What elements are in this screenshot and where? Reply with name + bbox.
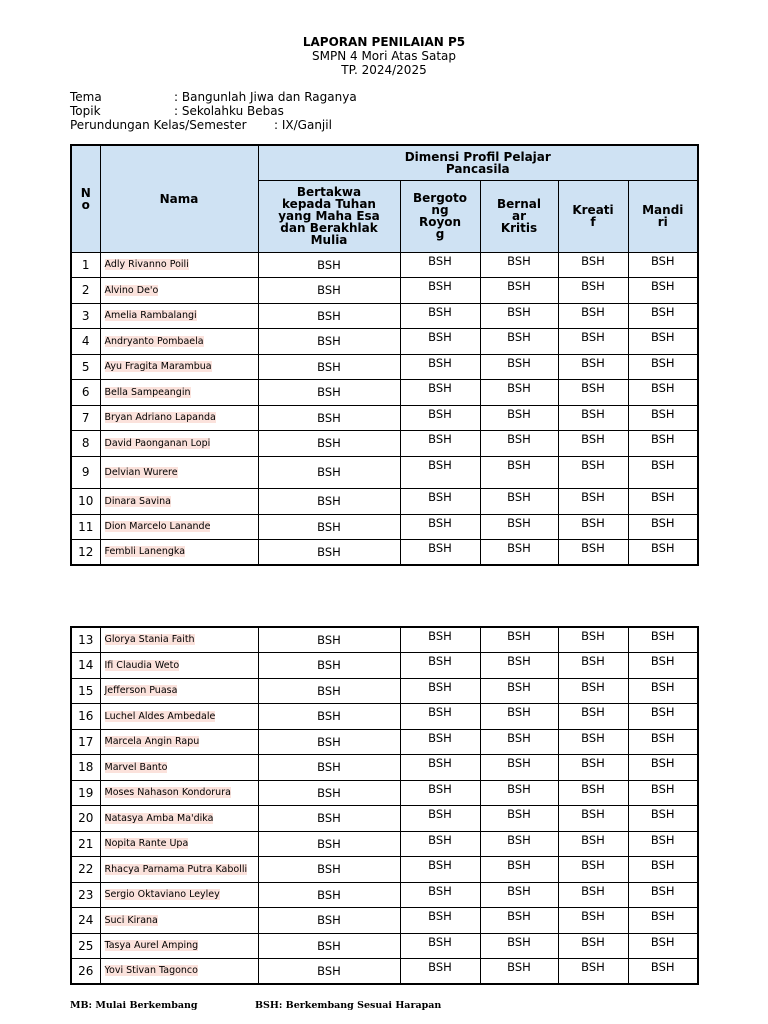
score-cell: BSH xyxy=(558,780,628,805)
score-cell: BSH xyxy=(628,856,698,882)
score-cell: BSH xyxy=(628,405,698,430)
score-cell: BSH xyxy=(480,379,558,405)
score-cell: BSH xyxy=(400,488,480,514)
meta-topik-label: Topik xyxy=(70,104,101,118)
student-name: Bella Sampeangin xyxy=(104,386,191,398)
score-cell: BSH xyxy=(628,379,698,405)
row-number: 25 xyxy=(71,933,100,958)
table-row xyxy=(71,780,698,805)
row-number: 13 xyxy=(71,627,100,652)
score-cell: BSH xyxy=(558,303,628,328)
table-row xyxy=(71,754,698,780)
score-cell: BSH xyxy=(400,933,480,958)
student-name: Sergio Oktaviano Leyley xyxy=(104,889,220,900)
score-cell: BSH xyxy=(558,328,628,354)
score-cell: BSH xyxy=(480,430,558,456)
score-cell: BSH xyxy=(258,831,400,856)
score-cell: BSH xyxy=(558,754,628,780)
score-cell: BSH xyxy=(258,958,400,984)
score-cell: BSH xyxy=(400,856,480,882)
student-name: Bryan Adriano Lapanda xyxy=(104,412,216,423)
student-name-cell xyxy=(100,430,258,456)
score-cell: BSH xyxy=(628,958,698,984)
score-cell: BSH xyxy=(480,678,558,703)
score-cell: BSH xyxy=(558,933,628,958)
score-cell: BSH xyxy=(258,627,400,652)
row-number: 9 xyxy=(71,456,100,488)
score-cell: BSH xyxy=(400,754,480,780)
legend-mb: MB: Mulai Berkembang xyxy=(70,1000,198,1011)
score-cell: BSH xyxy=(258,514,400,539)
score-cell: BSH xyxy=(400,456,480,488)
student-name-cell xyxy=(100,729,258,754)
student-name-cell xyxy=(100,379,258,405)
student-name-cell xyxy=(100,754,258,780)
score-cell: BSH xyxy=(628,488,698,514)
score-cell: BSH xyxy=(258,456,400,488)
table-body-page1 xyxy=(71,252,698,565)
dim-header-kreatif: Kreati f xyxy=(558,180,628,252)
student-name-cell xyxy=(100,514,258,539)
score-cell: BSH xyxy=(400,405,480,430)
score-cell: BSH xyxy=(400,627,480,652)
row-number: 19 xyxy=(71,780,100,805)
table-row xyxy=(71,882,698,907)
row-number: 18 xyxy=(71,754,100,780)
student-name: Suci Kirana xyxy=(104,914,158,926)
table-row xyxy=(71,729,698,754)
score-cell: BSH xyxy=(258,252,400,277)
score-cell: BSH xyxy=(258,780,400,805)
score-cell: BSH xyxy=(628,678,698,703)
score-cell: BSH xyxy=(480,252,558,277)
score-cell: BSH xyxy=(628,703,698,729)
student-name: Yovi Stivan Tagonco xyxy=(104,965,198,977)
score-cell: BSH xyxy=(558,539,628,565)
table-row xyxy=(71,652,698,678)
student-name-cell xyxy=(100,328,258,354)
score-cell: BSH xyxy=(480,328,558,354)
student-name: Alvino De'o xyxy=(104,284,159,296)
score-cell: BSH xyxy=(480,882,558,907)
student-name: Moses Nahason Kondorura xyxy=(104,787,231,798)
score-cell: BSH xyxy=(480,488,558,514)
student-name-cell xyxy=(100,831,258,856)
table-row xyxy=(71,430,698,456)
score-cell: BSH xyxy=(558,488,628,514)
student-name: Andryanto Pombaela xyxy=(104,335,204,347)
score-cell: BSH xyxy=(628,277,698,303)
score-cell: BSH xyxy=(400,882,480,907)
row-number: 7 xyxy=(71,405,100,430)
score-cell: BSH xyxy=(258,882,400,907)
score-cell: BSH xyxy=(400,514,480,539)
table-row xyxy=(71,328,698,354)
school-name: SMPN 4 Mori Atas Satap xyxy=(312,49,456,63)
row-number: 5 xyxy=(71,354,100,379)
student-name-cell xyxy=(100,652,258,678)
student-name-cell xyxy=(100,303,258,328)
score-cell: BSH xyxy=(628,831,698,856)
table-row xyxy=(71,678,698,703)
student-name-cell xyxy=(100,627,258,652)
table-row xyxy=(71,539,698,565)
dim-header-gotong-royong: Bergoto ng Royon g xyxy=(400,180,480,252)
student-name-cell xyxy=(100,882,258,907)
score-cell: BSH xyxy=(558,405,628,430)
score-cell: BSH xyxy=(400,252,480,277)
score-cell: BSH xyxy=(400,780,480,805)
score-cell: BSH xyxy=(480,354,558,379)
row-number: 4 xyxy=(71,328,100,354)
score-cell: BSH xyxy=(258,539,400,565)
table-body-page2 xyxy=(71,627,698,984)
score-cell: BSH xyxy=(628,430,698,456)
score-cell: BSH xyxy=(258,405,400,430)
table-row xyxy=(71,907,698,933)
score-cell: BSH xyxy=(258,703,400,729)
student-name-cell xyxy=(100,780,258,805)
score-cell: BSH xyxy=(628,456,698,488)
score-cell: BSH xyxy=(558,703,628,729)
score-cell: BSH xyxy=(628,882,698,907)
col-nama-header: Nama xyxy=(100,145,258,252)
table-row xyxy=(71,277,698,303)
score-cell: BSH xyxy=(400,703,480,729)
student-name: Dinara Savina xyxy=(104,495,171,507)
dim-header-mandiri: Mandi ri xyxy=(628,180,698,252)
score-cell: BSH xyxy=(400,729,480,754)
school-year: TP. 2024/2025 xyxy=(341,63,427,77)
document-title: LAPORAN PENILAIAN P5 xyxy=(302,35,466,49)
score-cell: BSH xyxy=(480,277,558,303)
row-number: 15 xyxy=(71,678,100,703)
score-cell: BSH xyxy=(628,754,698,780)
meta-tema-label: Tema xyxy=(70,90,102,104)
score-cell: BSH xyxy=(480,831,558,856)
table-row xyxy=(71,303,698,328)
score-cell: BSH xyxy=(628,729,698,754)
score-cell: BSH xyxy=(400,379,480,405)
score-cell: BSH xyxy=(258,488,400,514)
student-name-cell xyxy=(100,277,258,303)
student-name: Rhacya Parnama Putra Kabolli xyxy=(104,863,248,875)
score-cell: BSH xyxy=(558,456,628,488)
student-name: Natasya Amba Ma'dika xyxy=(104,812,214,824)
score-cell: BSH xyxy=(558,252,628,277)
table-row xyxy=(71,805,698,831)
score-cell: BSH xyxy=(258,933,400,958)
score-cell: BSH xyxy=(558,856,628,882)
student-name-cell xyxy=(100,703,258,729)
student-name: Dion Marcelo Lanande xyxy=(104,521,211,532)
row-number: 21 xyxy=(71,831,100,856)
score-cell: BSH xyxy=(400,652,480,678)
student-name-cell xyxy=(100,805,258,831)
score-cell: BSH xyxy=(628,805,698,831)
student-name-cell xyxy=(100,539,258,565)
score-cell: BSH xyxy=(628,627,698,652)
score-cell: BSH xyxy=(480,805,558,831)
score-cell: BSH xyxy=(258,303,400,328)
row-number: 10 xyxy=(71,488,100,514)
score-cell: BSH xyxy=(258,856,400,882)
meta-kelas-label: Perundungan Kelas/Semester xyxy=(70,118,247,132)
score-cell: BSH xyxy=(258,652,400,678)
score-cell: BSH xyxy=(400,678,480,703)
student-name-cell xyxy=(100,856,258,882)
table-row xyxy=(71,856,698,882)
score-cell: BSH xyxy=(628,303,698,328)
student-name: Tasya Aurel Amping xyxy=(104,940,199,951)
score-cell: BSH xyxy=(480,514,558,539)
row-number: 1 xyxy=(71,252,100,277)
score-cell: BSH xyxy=(628,652,698,678)
student-name-cell xyxy=(100,252,258,277)
student-name: Marcela Angin Rapu xyxy=(104,736,200,747)
score-cell: BSH xyxy=(480,703,558,729)
score-cell: BSH xyxy=(480,933,558,958)
score-cell: BSH xyxy=(258,277,400,303)
score-cell: BSH xyxy=(400,303,480,328)
score-cell: BSH xyxy=(628,514,698,539)
score-cell: BSH xyxy=(628,354,698,379)
score-cell: BSH xyxy=(480,303,558,328)
table-row xyxy=(71,252,698,277)
student-name-cell xyxy=(100,456,258,488)
score-cell: BSH xyxy=(480,856,558,882)
meta-kelas xyxy=(70,118,332,132)
score-cell: BSH xyxy=(558,430,628,456)
row-number: 20 xyxy=(71,805,100,831)
student-name: Ifi Claudia Weto xyxy=(104,659,180,671)
score-cell: BSH xyxy=(628,907,698,933)
table-row xyxy=(71,354,698,379)
row-number: 8 xyxy=(71,430,100,456)
score-cell: BSH xyxy=(628,539,698,565)
score-cell: BSH xyxy=(628,252,698,277)
score-cell: BSH xyxy=(628,780,698,805)
score-cell: BSH xyxy=(258,430,400,456)
score-cell: BSH xyxy=(258,354,400,379)
student-name: Jefferson Puasa xyxy=(104,685,178,696)
row-number: 17 xyxy=(71,729,100,754)
table-row xyxy=(71,514,698,539)
student-name: Ayu Fragita Marambua xyxy=(104,361,212,372)
row-number: 16 xyxy=(71,703,100,729)
row-number: 24 xyxy=(71,907,100,933)
table-row xyxy=(71,379,698,405)
row-number: 2 xyxy=(71,277,100,303)
row-number: 6 xyxy=(71,379,100,405)
score-cell: BSH xyxy=(558,277,628,303)
score-cell: BSH xyxy=(258,754,400,780)
score-cell: BSH xyxy=(400,805,480,831)
row-number: 3 xyxy=(71,303,100,328)
legend-bsh: BSH: Berkembang Sesuai Harapan xyxy=(255,1000,442,1011)
row-number: 26 xyxy=(71,958,100,984)
score-cell: BSH xyxy=(628,933,698,958)
meta-topik xyxy=(70,104,284,118)
score-cell: BSH xyxy=(558,652,628,678)
score-cell: BSH xyxy=(628,328,698,354)
student-name: Delvian Wurere xyxy=(104,466,178,478)
row-number: 12 xyxy=(71,539,100,565)
score-cell: BSH xyxy=(400,958,480,984)
score-cell: BSH xyxy=(558,379,628,405)
score-cell: BSH xyxy=(558,729,628,754)
student-name-cell xyxy=(100,405,258,430)
score-cell: BSH xyxy=(400,430,480,456)
student-name: David Paonganan Lopi xyxy=(104,437,211,449)
score-cell: BSH xyxy=(480,627,558,652)
col-no-header: N o xyxy=(71,145,100,252)
row-number: 23 xyxy=(71,882,100,907)
meta-tema xyxy=(70,90,357,104)
meta-kelas-value: : IX/Ganjil xyxy=(274,118,332,132)
score-cell: BSH xyxy=(558,514,628,539)
dim-header-bernalar-kritis: Bernal ar Kritis xyxy=(480,180,558,252)
score-cell: BSH xyxy=(558,627,628,652)
score-cell: BSH xyxy=(400,831,480,856)
row-number: 22 xyxy=(71,856,100,882)
score-cell: BSH xyxy=(400,539,480,565)
score-cell: BSH xyxy=(558,805,628,831)
score-cell: BSH xyxy=(480,405,558,430)
score-cell: BSH xyxy=(400,328,480,354)
score-cell: BSH xyxy=(258,729,400,754)
score-cell: BSH xyxy=(258,328,400,354)
score-cell: BSH xyxy=(558,882,628,907)
assessment-table-page1 xyxy=(70,144,699,566)
score-cell: BSH xyxy=(480,729,558,754)
score-cell: BSH xyxy=(558,958,628,984)
score-cell: BSH xyxy=(258,805,400,831)
student-name: Fembli Lanengka xyxy=(104,546,186,558)
student-name: Luchel Aldes Ambedale xyxy=(104,710,216,722)
student-name-cell xyxy=(100,354,258,379)
student-name: Amelia Rambalangi xyxy=(104,310,197,321)
score-cell: BSH xyxy=(480,652,558,678)
score-cell: BSH xyxy=(480,958,558,984)
meta-topik-value: : Sekolahku Bebas xyxy=(174,104,284,118)
score-cell: BSH xyxy=(558,678,628,703)
score-cell: BSH xyxy=(258,907,400,933)
table-row xyxy=(71,831,698,856)
score-cell: BSH xyxy=(480,754,558,780)
meta-tema-value: : Bangunlah Jiwa dan Raganya xyxy=(174,90,357,104)
dimensi-group-header: Dimensi Profil Pelajar Pancasila xyxy=(258,145,698,180)
score-cell: BSH xyxy=(480,780,558,805)
student-name: Adly Rivanno Poili xyxy=(104,259,189,270)
student-name-cell xyxy=(100,488,258,514)
row-number: 14 xyxy=(71,652,100,678)
score-cell: BSH xyxy=(480,907,558,933)
table-row xyxy=(71,456,698,488)
student-name-cell xyxy=(100,678,258,703)
score-cell: BSH xyxy=(400,277,480,303)
table-row xyxy=(71,933,698,958)
table-row xyxy=(71,703,698,729)
student-name-cell xyxy=(100,958,258,984)
student-name: Marvel Banto xyxy=(104,761,168,773)
student-name-cell xyxy=(100,933,258,958)
table-row xyxy=(71,627,698,652)
score-cell: BSH xyxy=(400,354,480,379)
table-row xyxy=(71,958,698,984)
table-row xyxy=(71,405,698,430)
score-cell: BSH xyxy=(258,379,400,405)
student-name: Glorya Stania Faith xyxy=(104,634,195,646)
score-cell: BSH xyxy=(480,539,558,565)
score-cell: BSH xyxy=(480,456,558,488)
dim-header-bertakwa: Bertakwa kepada Tuhan yang Maha Esa dan Berakhlak Mulia xyxy=(258,180,400,252)
score-cell: BSH xyxy=(558,907,628,933)
table-row xyxy=(71,488,698,514)
student-name-cell xyxy=(100,907,258,933)
score-cell: BSH xyxy=(558,354,628,379)
score-cell: BSH xyxy=(558,831,628,856)
score-cell: BSH xyxy=(258,678,400,703)
score-cell: BSH xyxy=(400,907,480,933)
row-number: 11 xyxy=(71,514,100,539)
assessment-table-page2 xyxy=(70,626,699,985)
student-name: Nopita Rante Upa xyxy=(104,838,189,849)
